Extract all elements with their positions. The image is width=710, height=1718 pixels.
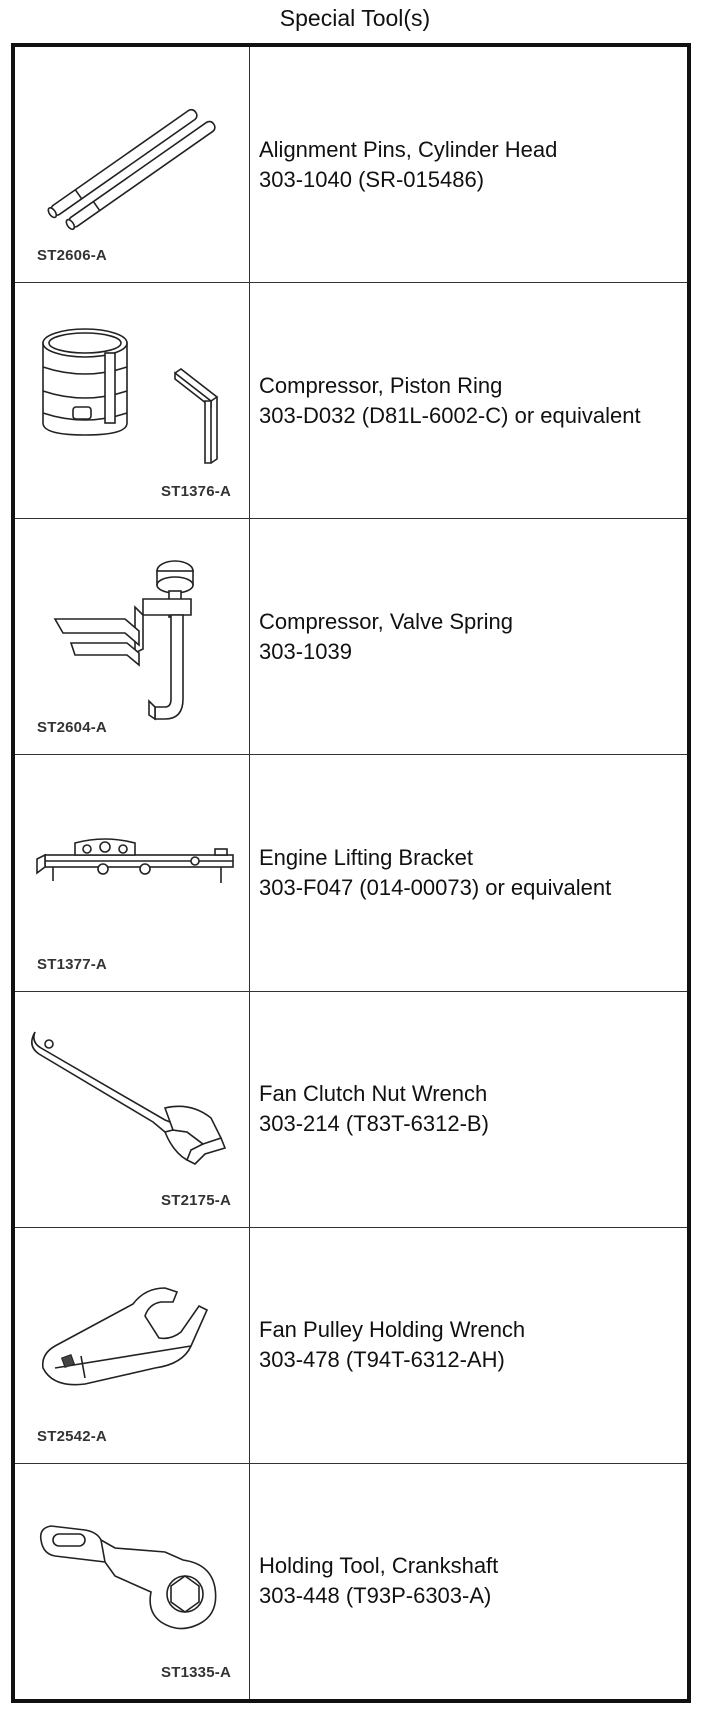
tool-part-number: 303-1040 (SR-015486) [259,166,485,192]
tool-name: Engine Lifting Bracket [259,844,474,870]
illustration-code: ST2606-A [37,247,107,265]
tool-name: Holding Tool, Crankshaft [259,1553,499,1579]
tool-name: Alignment Pins, Cylinder Head [259,136,558,162]
tool-illustration-cell [15,755,250,990]
tool-name: Compressor, Piston Ring [259,372,503,398]
tool-description [250,755,687,990]
tool-part-number: 303-448 (T93P-6303-A) [259,1583,492,1609]
tool-description [250,519,687,754]
special-tools-table [11,43,691,1703]
tool-illustration-cell [15,519,250,754]
tool-part-number: 303-F047 (014-00073) or equivalent [259,874,612,900]
tool-part-number: 303-D032 (D81L-6002-C) or equivalent [259,402,641,428]
illustration-code: ST2542-A [37,1427,107,1445]
tool-description [250,47,687,282]
tool-part-number: 303-214 (T83T-6312-B) [259,1111,489,1137]
illustration-code: ST1335-A [161,1663,231,1681]
tool-description [250,992,687,1227]
illustration-code: ST1376-A [161,483,231,501]
tool-name: Fan Clutch Nut Wrench [259,1081,488,1107]
tool-name: Fan Pulley Holding Wrench [259,1317,526,1343]
tool-row [15,47,687,283]
tool-row [15,1464,687,1699]
tool-illustration-cell [15,47,250,282]
tool-row [15,992,687,1228]
illustration-code: ST2604-A [37,719,107,737]
tool-name: Compressor, Valve Spring [259,608,513,634]
tool-row [15,755,687,991]
tool-part-number: 303-478 (T94T-6312-AH) [259,1347,505,1373]
tool-description [250,1228,687,1463]
illustration-code: ST2175-A [161,1191,231,1209]
tool-description [250,283,687,518]
tool-illustration-cell [15,283,250,518]
tool-description [250,1464,687,1699]
tool-row [15,1228,687,1464]
tool-illustration-cell [15,992,250,1227]
tool-row [15,519,687,755]
tool-illustration-cell [15,1464,250,1699]
tool-row [15,283,687,519]
illustration-code: ST1377-A [37,955,107,973]
tool-part-number: 303-1039 [259,638,352,664]
tool-illustration-cell [15,1228,250,1463]
page-title: Special Tool(s) [279,5,431,31]
